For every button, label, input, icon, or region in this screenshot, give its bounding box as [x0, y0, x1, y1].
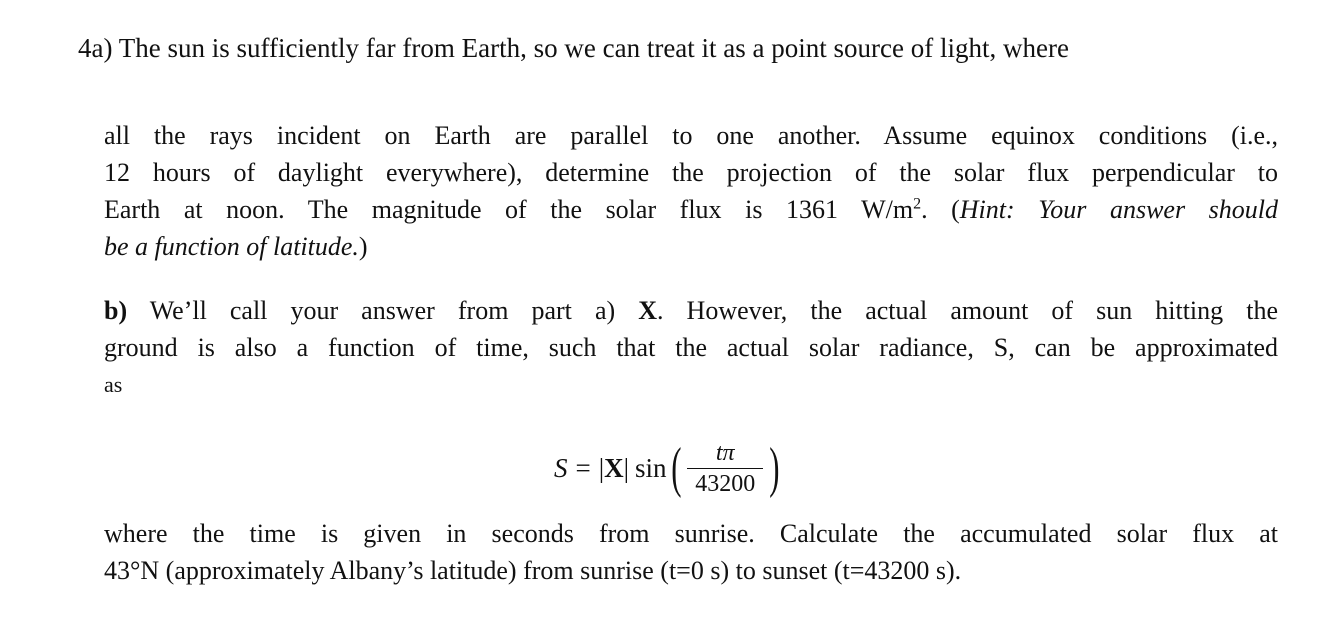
part-a-line-3	[104, 191, 1278, 228]
part-a-paragraph	[104, 117, 1278, 265]
radiance-equation	[554, 432, 784, 504]
equation-lhs: S	[554, 452, 568, 483]
equation-fraction	[687, 438, 763, 499]
part-b-paragraph	[104, 292, 1278, 403]
part-b-text-end: . However, the actual amount of sun hitting the	[657, 296, 1278, 325]
equation-variable-x: X	[604, 452, 624, 483]
abs-open: |	[598, 452, 605, 483]
question-header: 4a) The sun is sufficiently far from Earth, so we can treat it as a point source of light, where	[78, 33, 1069, 63]
hint-text-end: be a function of latitude.	[104, 232, 359, 261]
part-b-line-2: ground is also a function of time, such that the actual solar radiance, S, can be approximated	[104, 333, 1278, 362]
hint-close-paren: )	[358, 232, 368, 261]
equation-equals: =	[575, 452, 591, 483]
part-c-line-1: where the time is given in seconds from sunrise. Calculate the accumulated solar flux at	[104, 519, 1278, 548]
part-b-line-3: as	[104, 372, 123, 397]
paren-open: (	[670, 437, 682, 499]
abs-close: |	[623, 452, 630, 483]
fraction-numerator: tπ	[715, 439, 735, 466]
part-b-label: b)	[104, 296, 128, 325]
part-a-line-4	[104, 228, 1278, 265]
flux-statement: Earth at noon. The magnitude of the solar flux is 1361 W/m	[104, 195, 914, 224]
part-c-line-2: 43°N (approximately Albany’s latitude) from sunrise (t=0 s) to sunset (t=43200 s).	[104, 556, 962, 585]
flux-statement-period: .	[921, 195, 928, 224]
equation-sin: sin	[635, 452, 667, 483]
part-c-paragraph	[104, 515, 1278, 589]
fraction-denominator: 43200	[695, 470, 756, 497]
hint-text-start: Hint: Your answer should	[959, 195, 1278, 224]
flux-unit-exponent: 2	[913, 195, 922, 213]
part-b-line-1	[104, 292, 1278, 329]
part-a-line-2: 12 hours of daylight everywhere), determine the projection of the solar flux perpendicular to	[104, 158, 1278, 187]
hint-open-paren: (	[927, 195, 960, 224]
variable-x: X	[638, 296, 657, 325]
paren-close: )	[769, 437, 780, 499]
part-a-line-1: all the rays incident on Earth are parallel to one another. Assume equinox conditions (i.e.,	[104, 121, 1278, 150]
part-b-text-start: We’ll call your answer from part a)	[127, 296, 639, 325]
